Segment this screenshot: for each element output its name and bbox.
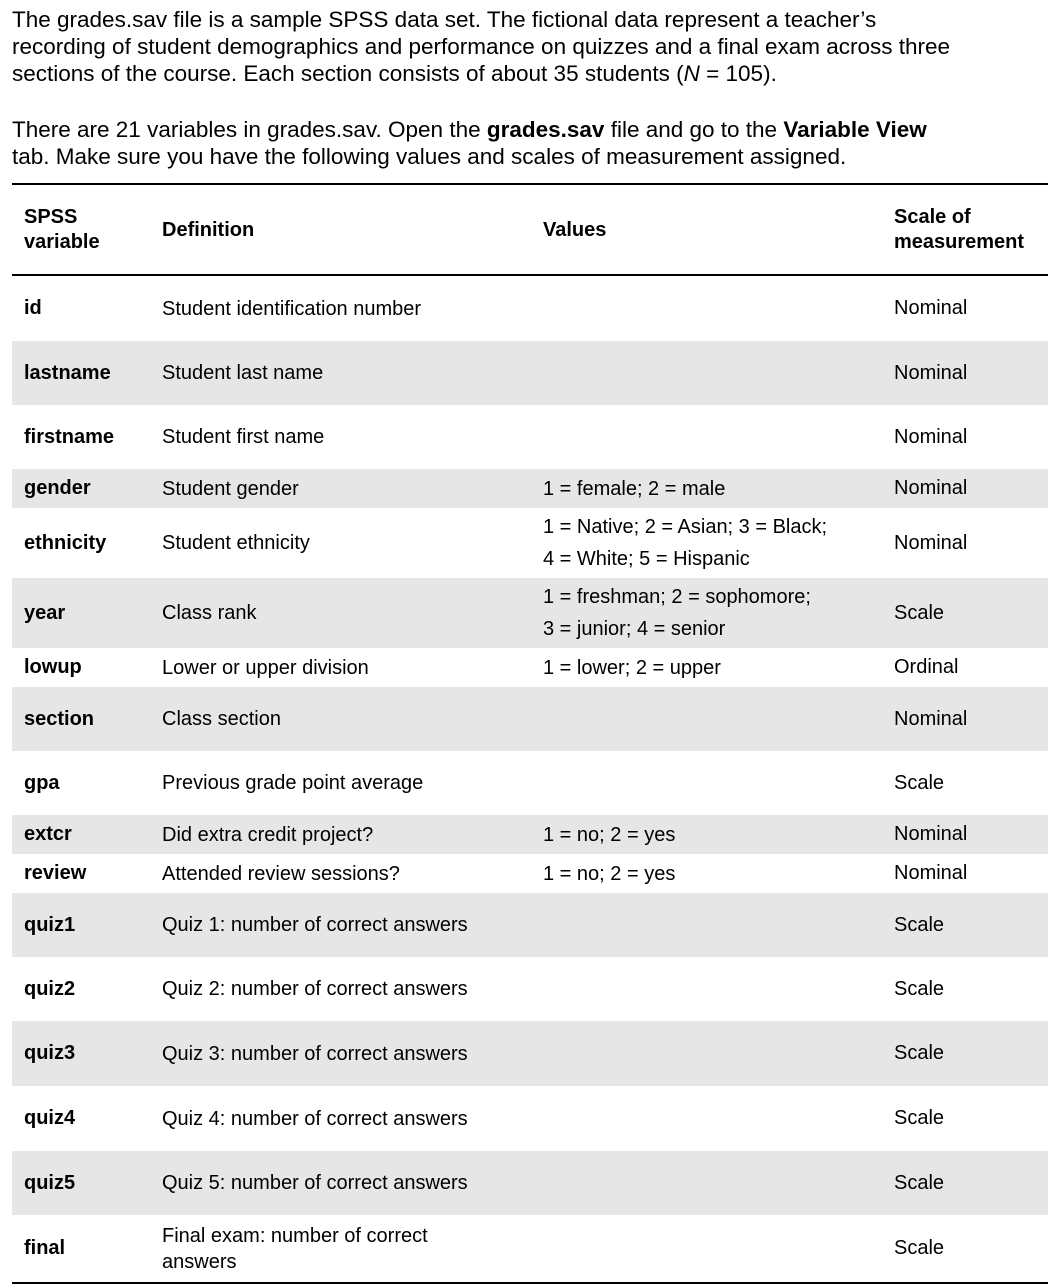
variable-values: 1 = no; 2 = yes	[543, 823, 676, 846]
table-row	[12, 815, 1048, 854]
variable-values: 1 = no; 2 = yes	[543, 862, 676, 885]
variable-values	[543, 1021, 888, 1086]
variable-values	[543, 276, 888, 341]
variable-definition: Quiz 3: number of correct answers	[162, 1042, 468, 1065]
scale-of-measurement: Scale	[894, 913, 945, 936]
variable-values	[543, 341, 888, 405]
table-row	[12, 854, 1048, 893]
table-row	[12, 508, 1048, 578]
intro-line: = 105).	[699, 61, 777, 86]
variable-values: 1 = female; 2 = male	[543, 477, 726, 500]
variable-name: quiz4	[24, 1107, 76, 1129]
variable-definition: Quiz 2: number of correct answers	[162, 978, 468, 1000]
scale-of-measurement: Nominal	[894, 361, 968, 384]
variable-definition: Student last name	[162, 362, 324, 384]
scale-of-measurement: Scale	[894, 601, 945, 624]
variable-values	[543, 751, 888, 815]
intro-text: tab. Make sure you have the following values and scales of measurement assigned.	[12, 144, 847, 169]
table-row	[12, 578, 1048, 648]
variable-values	[543, 957, 888, 1021]
scale-of-measurement: Nominal	[894, 531, 968, 554]
variable-name: quiz1	[24, 913, 76, 936]
table-row	[12, 687, 1048, 751]
scale-of-measurement: Nominal	[894, 425, 968, 448]
variable-definition: Did extra credit project?	[162, 823, 374, 846]
variable-values	[543, 1086, 888, 1151]
scale-of-measurement: Nominal	[894, 477, 968, 499]
variable-name: gpa	[24, 771, 60, 794]
table-header-row	[12, 185, 1048, 275]
variable-values	[543, 893, 888, 957]
table-row	[12, 893, 1048, 957]
table-row	[12, 1021, 1048, 1086]
intro-line: The grades.sav file is a sample SPSS data set. The fictional data represent a teacher’s	[12, 7, 877, 32]
table-row	[12, 1151, 1048, 1215]
variable-name: id	[24, 297, 42, 319]
scale-of-measurement: Nominal	[894, 862, 968, 884]
variable-definition: Student first name	[162, 426, 325, 448]
variable-name: quiz3	[24, 1042, 76, 1064]
table-row	[12, 957, 1048, 1021]
header-values: Values	[543, 218, 607, 241]
table-row	[12, 469, 1048, 508]
table-row	[12, 341, 1048, 405]
variable-values	[543, 1215, 888, 1282]
intro-paragraph-1	[12, 6, 1052, 87]
header-scale: Scale of measurement	[894, 206, 1025, 253]
variable-definition: Previous grade point average	[162, 772, 424, 794]
table-row	[12, 751, 1048, 815]
variable-definition: Class rank	[162, 602, 257, 624]
scale-of-measurement: Scale	[894, 1171, 945, 1194]
variable-definition: Lower or upper division	[162, 656, 369, 679]
variable-name: quiz5	[24, 1171, 76, 1194]
tab-name: Variable View	[783, 117, 927, 142]
variable-definition: Attended review sessions?	[162, 862, 400, 885]
intro-text: file and go to the	[604, 117, 784, 142]
table-row	[12, 276, 1048, 341]
n-symbol: N	[683, 61, 700, 86]
scale-of-measurement: Ordinal	[894, 656, 959, 678]
variable-definition: Quiz 5: number of correct answers	[162, 1172, 468, 1194]
intro-paragraph-2	[12, 116, 1052, 170]
scale-of-measurement: Scale	[894, 1042, 945, 1064]
variable-name: section	[24, 707, 95, 730]
variable-name: review	[24, 862, 87, 884]
variable-definition: Student gender	[162, 477, 299, 500]
variable-definition: Quiz 1: number of correct answers	[162, 914, 468, 936]
scale-of-measurement: Scale	[894, 1107, 945, 1129]
variable-name: firstname	[24, 425, 115, 448]
table-row	[12, 405, 1048, 469]
table-row	[12, 1215, 1048, 1282]
scale-of-measurement: Scale	[894, 1237, 945, 1259]
variable-name: lowup	[24, 656, 82, 678]
variable-values: 1 = lower; 2 = upper	[543, 656, 721, 679]
variable-definition: Student identification number	[162, 297, 422, 320]
variable-values	[543, 687, 888, 751]
scale-of-measurement: Scale	[894, 771, 945, 794]
intro-text: There are 21 variables in grades.sav. Open the	[12, 117, 487, 142]
intro-line: recording of student demographics and performance on quizzes and a final exam across three	[12, 34, 951, 59]
scale-of-measurement: Scale	[894, 977, 945, 1000]
table-row	[12, 648, 1048, 687]
variable-name: final	[24, 1237, 66, 1259]
header-definition: Definition	[162, 218, 255, 241]
variable-name: year	[24, 601, 66, 624]
header-variable: SPSS variable	[24, 206, 100, 253]
variable-values	[543, 1151, 888, 1215]
variable-definition: Quiz 4: number of correct answers	[162, 1107, 468, 1130]
variable-name: quiz2	[24, 977, 76, 1000]
variable-values: 1 = Native; 2 = Asian; 3 = Black; 4 = White; 5 = Hispanic	[543, 516, 828, 570]
variable-name: extcr	[24, 823, 72, 845]
scale-of-measurement: Nominal	[894, 297, 968, 319]
variable-name: gender	[24, 477, 91, 499]
table-row	[12, 1086, 1048, 1151]
variable-values	[543, 405, 888, 469]
variable-definition: Student ethnicity	[162, 532, 310, 554]
variable-definition: Final exam: number of correct answers	[162, 1224, 428, 1273]
variable-name: lastname	[24, 361, 111, 384]
table-bottom-rule	[12, 1282, 1048, 1284]
variable-name: ethnicity	[24, 531, 107, 554]
file-name: grades.sav	[486, 117, 605, 142]
variable-definition: Class section	[162, 708, 281, 730]
scale-of-measurement: Nominal	[894, 823, 968, 845]
intro-line: sections of the course. Each section consists of about 35 students (	[12, 61, 684, 86]
variable-values: 1 = freshman; 2 = sophomore; 3 = junior; 4 = senior	[543, 586, 811, 640]
scale-of-measurement: Nominal	[894, 707, 968, 730]
